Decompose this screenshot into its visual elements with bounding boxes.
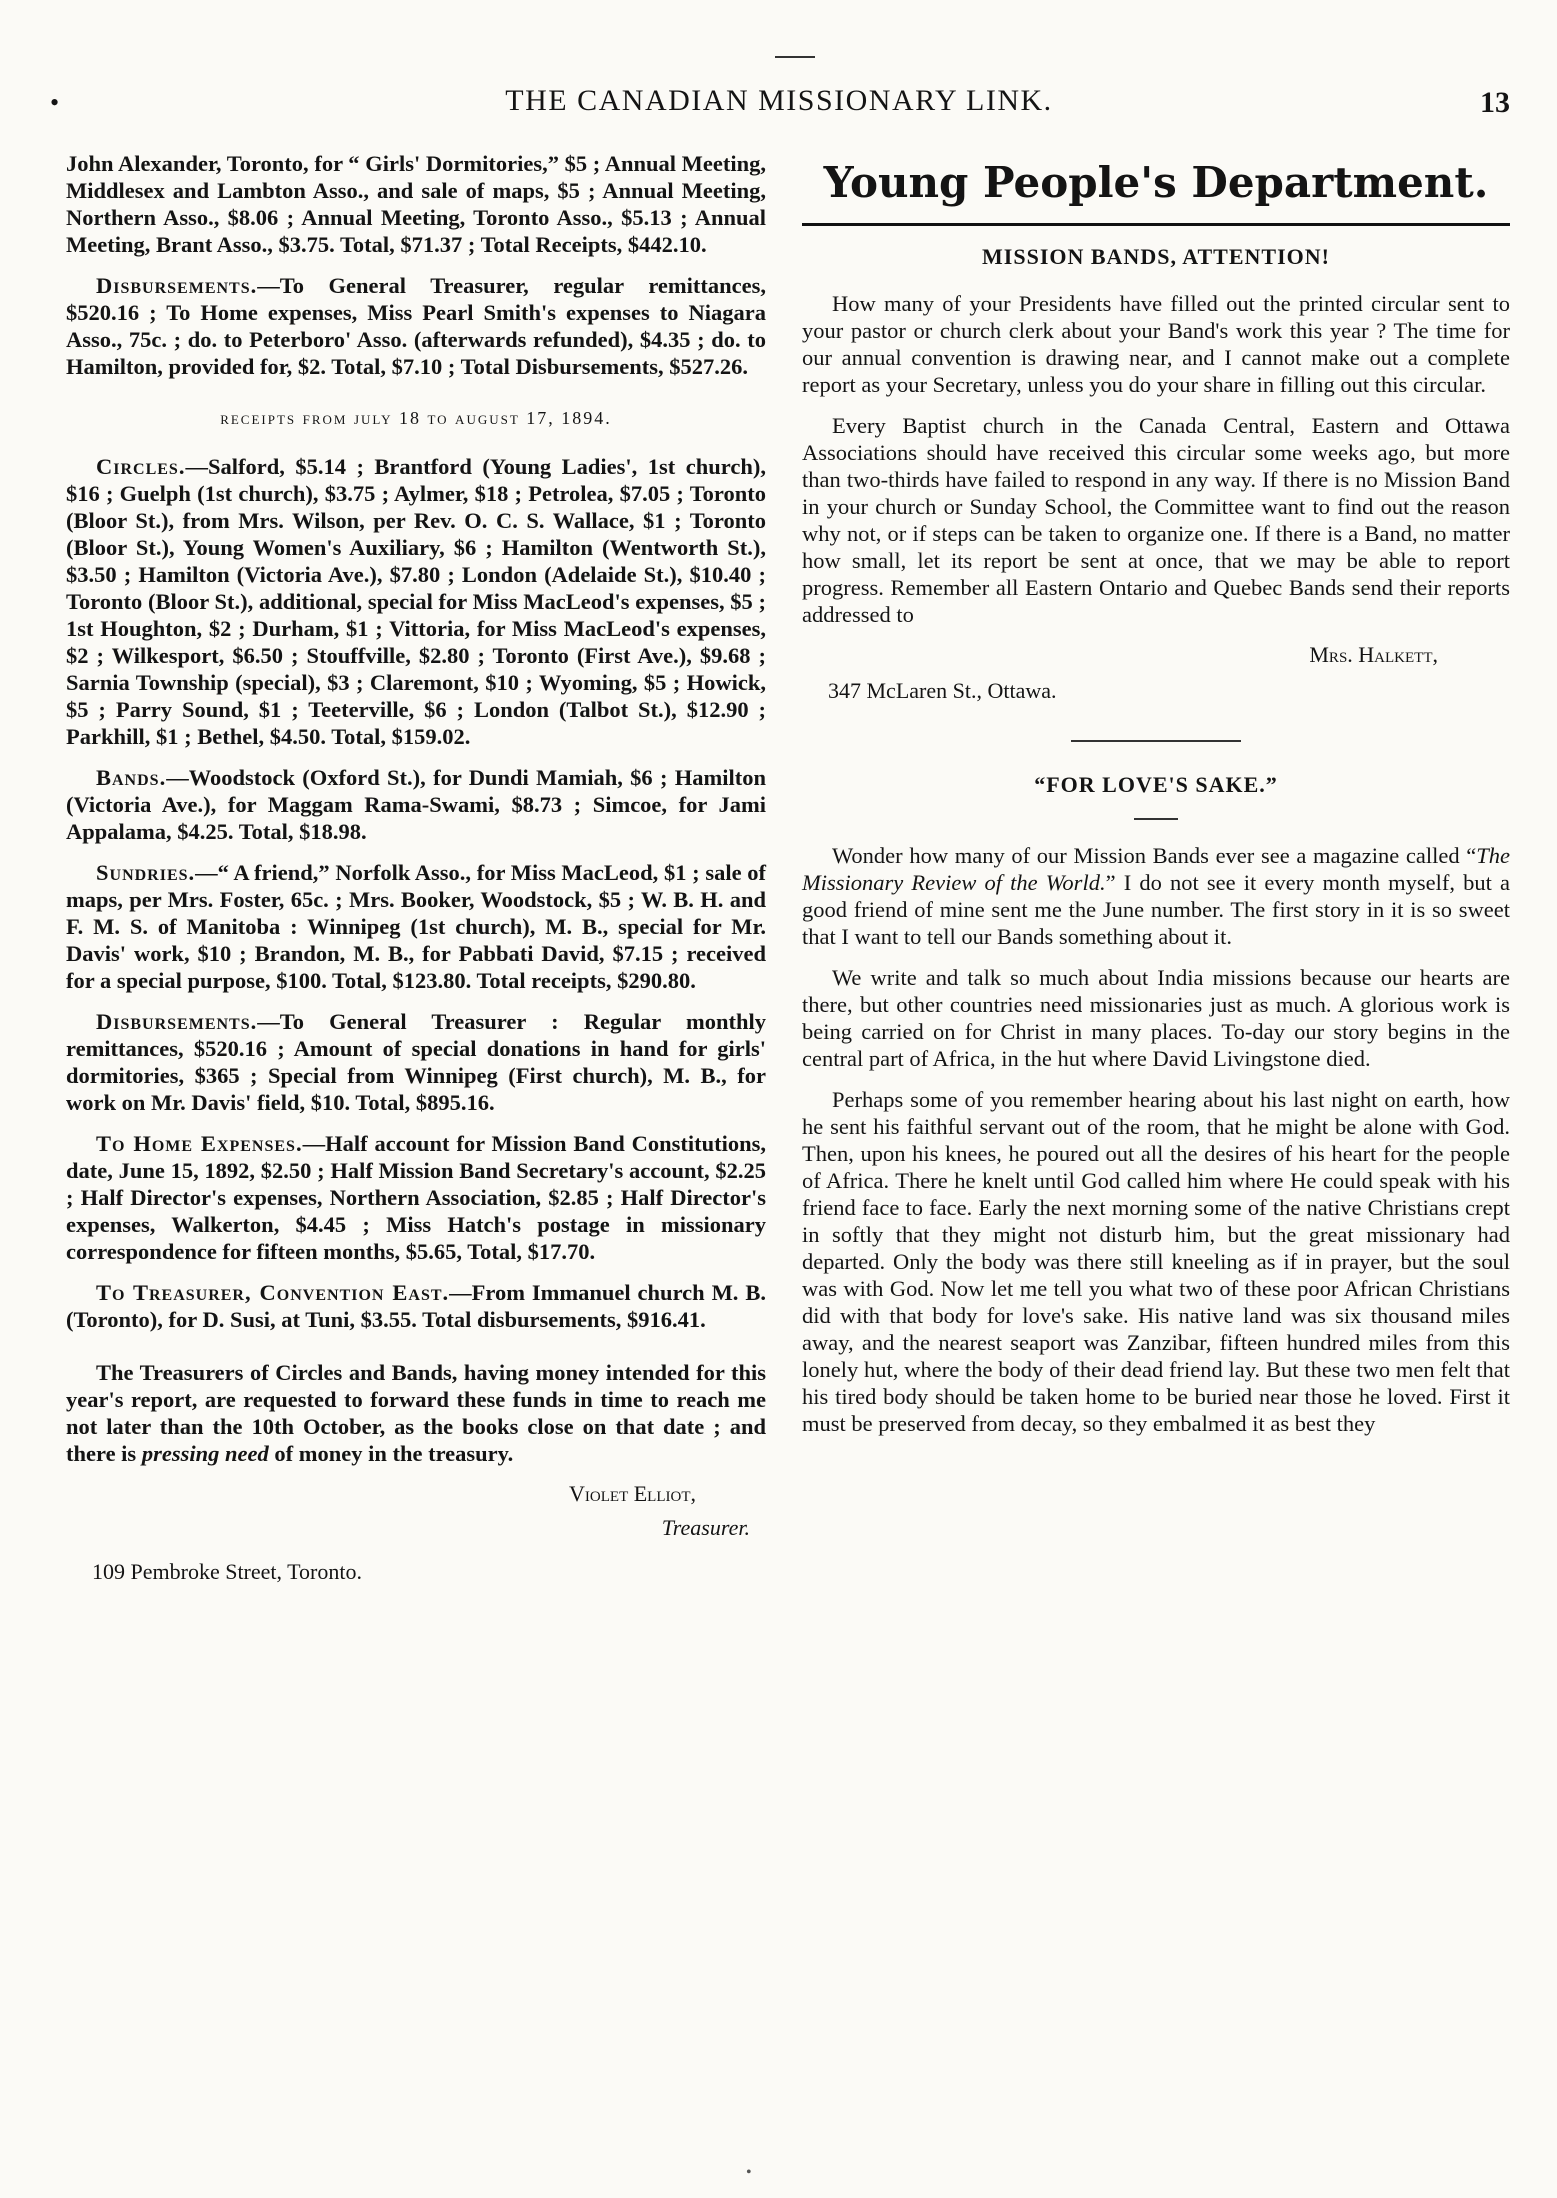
treasurer-convention-label: To Treasurer, Convention East. <box>96 1280 450 1305</box>
sundries-label: Sundries. <box>96 860 196 885</box>
receipts-continued-paragraph: John Alexander, Toronto, for “ Girls' Dormitories,” $5 ; Annual Meeting, Middlesex and Lambton Asso., and sale of maps, $5 ; Annual Meeting, Northern Asso., $8.06 ; Annual Meeting, Toronto Asso., $5.13 ; Annual Meeting, Brant Asso., $3.75. Total, $71.37 ; Total Receipts, $442.10. <box>66 151 766 257</box>
section-title-mission-bands: MISSION BANDS, ATTENTION! <box>982 244 1330 269</box>
circles-paragraph: Circles.—Salford, $5.14 ; Brantford (Young Ladies', 1st church), $16 ; Guelph (1st church), $3.75 ; Aylmer, $18 ; Petrolea, $7.05 ; Toronto (Bloor St.), from Mrs. Wilson, per Rev. O. C. S. Wallace, $1 ; Toronto (Bloor St.), Young Women's Auxiliary, $6 ; Hamilton (Wentworth St.), $3.50 ; Hamilton (Victoria Ave.), $7.80 ; London (Adelaide St.), $10.40 ; Toronto (Bloor St.), additional, special for Miss MacLeod's expenses, $5 ; 1st Houghton, $2 ; Durham, $1 ; Vittoria, for Miss MacLeod's expenses, $2 ; Wilkesport, $6.50 ; Stouffville, $2.80 ; Toronto (First Ave.), $9.68 ; Sarnia Township (special), $3 ; Claremont, $10 ; Wyoming, $5 ; Howick, $5 ; Parry Sound, $1 ; Teeterville, $6 ; London (Talbot St.), $12.90 ; Parkhill, $1 ; Bethel, $4.50. Total, $159.02. <box>66 454 766 749</box>
home-expenses-paragraph: To Home Expenses.—Half account for Mission Band Constitutions, date, June 15, 1892, $2.50 ; Half Mission Band Secretary's account, $2.25 ; Half Director's expenses, Northern Association, $2.85 ; Half Director's expenses, Walkerton, $4.45 ; Miss Hatch's postage in missionary correspondence for fifteen months, $5.65, Total, $17.70. <box>66 1131 766 1264</box>
circles-label: Circles. <box>96 454 186 479</box>
department-title: Young People's Department. <box>823 158 1489 207</box>
running-head <box>48 84 1510 124</box>
section-divider <box>1071 740 1241 742</box>
bands-label: Bands. <box>96 765 167 790</box>
disbursements-2-label: Disbursements. <box>96 1009 258 1034</box>
signature-role: Treasurer. <box>661 1515 750 1540</box>
bullet-icon: • <box>50 88 60 117</box>
loves-sake-paragraph-2: We write and talk so much about India missions because our hearts are there, but other countries need missionaries just as much. A glorious work is being carried on for Christ in many places. To-day our story begins in the central part of Africa, in the hut where David Livingstone died. <box>802 965 1510 1071</box>
disbursements-paragraph: Disbursements.—To General Treasurer, regular remittances, $520.16 ; To Home expenses, Miss Pearl Smith's expenses to Niagara Asso., 75c. ; do. to Peterboro' Asso. (afterwards refunded), $4.35 ; do. to Hamilton, provided for, $2. Total, $7.10 ; Total Disbursements, $527.26. <box>66 273 766 379</box>
mission-bands-paragraph-1: How many of your Presidents have filled out the printed circular sent to your pastor or church clerk about your Band's work this year ? The time for our annual convention is drawing near, and I cannot make out a complete report as your Secretary, unless you do your share in filling out this circular. <box>802 291 1510 397</box>
sundries-paragraph: Sundries.—“ A friend,” Norfolk Asso., for Miss MacLeod, $1 ; sale of maps, per Mrs. Foster, 65c. ; Mrs. Booker, Woodstock, $5 ; W. B. H. and F. M. S. of Manitoba : Winnipeg (1st church), M. B., special for Mr. Davis' work, $10 ; Brandon, M. B., for Pabbati David, $7.15 ; received for a special purpose, $100. Total, $123.80. Total receipts, $290.80. <box>66 860 766 993</box>
disbursements-label: Disbursements. <box>96 273 258 298</box>
disbursements-2-paragraph: Disbursements.—To General Treasurer : Regular monthly remittances, $520.16 ; Amount of special donations in hand for girls' dormitories, $365 ; Special from Winnipeg (First church), M. B., for work on Mr. Davis' field, $10. Total, $895.16. <box>66 1009 766 1115</box>
home-expenses-label: To Home Expenses. <box>96 1131 303 1156</box>
left-column <box>66 150 766 1585</box>
treasurer-address: 109 Pembroke Street, Toronto. <box>92 1559 362 1584</box>
halkett-signature: Mrs. Halkett, <box>1309 642 1438 667</box>
loves-sake-paragraph-1: Wonder how many of our Mission Bands ever see a magazine called “The Missionary Review of the World.” I do not see it every month myself, but a good friend of mine sent me the June number. The first story in it is so sweet that I want to tell our Bands something about it. <box>802 843 1511 949</box>
treasurers-notice-paragraph: The Treasurers of Circles and Bands, having money intended for this year's report, are requested to forward these funds in time to reach me not later than the 10th October, as the books close on that date ; and there is pressing need of money in the treasury. <box>66 1360 766 1466</box>
section-title-loves-sake: “FOR LOVE'S SAKE.” <box>1034 772 1278 797</box>
department-rule <box>802 223 1510 226</box>
page-number: 13 <box>1480 86 1510 119</box>
signature-name: Violet Elliot, <box>569 1481 696 1506</box>
mission-bands-paragraph-2: Every Baptist church in the Canada Central, Eastern and Ottawa Associations should have received this circular some weeks ago, but more than two-thirds have failed to respond in any way. If there is no Mission Band in your church or Sunday School, the Committee want to find out the reason why not, or if steps can be taken to organize one. If there is a Band, no matter how small, let its report be sent at once, that we may be able to report progress. Remember all Eastern Ontario and Quebec Bands send their reports addressed to <box>802 413 1510 627</box>
treasurer-convention-paragraph: To Treasurer, Convention East.—From Immanuel church M. B. (Toronto), for D. Susi, at Tuni, $3.55. Total disbursements, $916.41. <box>66 1280 766 1332</box>
running-title: THE CANADIAN MISSIONARY LINK. <box>505 84 1053 117</box>
halkett-address: 347 McLaren St., Ottawa. <box>828 678 1057 703</box>
receipts-heading: receipts from july 18 to august 17, 1894. <box>220 408 612 428</box>
top-rule <box>775 56 815 58</box>
right-column <box>802 150 1510 1451</box>
title-underline <box>1134 818 1178 820</box>
loves-sake-paragraph-3: Perhaps some of you remember hearing about his last night on earth, how he sent his faithful servant out of the room, that he might be alone with God. Then, upon his knees, he poured out all the desires of his heart for the people of Africa. There he knelt until God called him where He could speak with his friend face to face. Early the next morning some of the native Christians crept in softly that they might not disturb him, but the great missionary had departed. Only the body was there still kneeling as if in prayer, but the soul was with God. Now let me tell you what two of these poor African Christians did with that body for love's sake. His native land was six thousand miles away, and the nearest seaport was Zanzibar, fifteen hundred miles from this lonely hut, where the body of their dead friend lay. But these two men felt that his tired body should be taken home to be buried near those he loved. First it must be preserved from decay, so they embalmed it as best they <box>802 1087 1510 1436</box>
bands-paragraph: Bands.—Woodstock (Oxford St.), for Dundi Mamiah, $6 ; Hamilton (Victoria Ave.), for Maggam Rama-Swami, $8.73 ; Simcoe, for Jami Appalama, $4.25. Total, $18.98. <box>66 765 766 844</box>
page-speck: • <box>746 2164 752 2181</box>
